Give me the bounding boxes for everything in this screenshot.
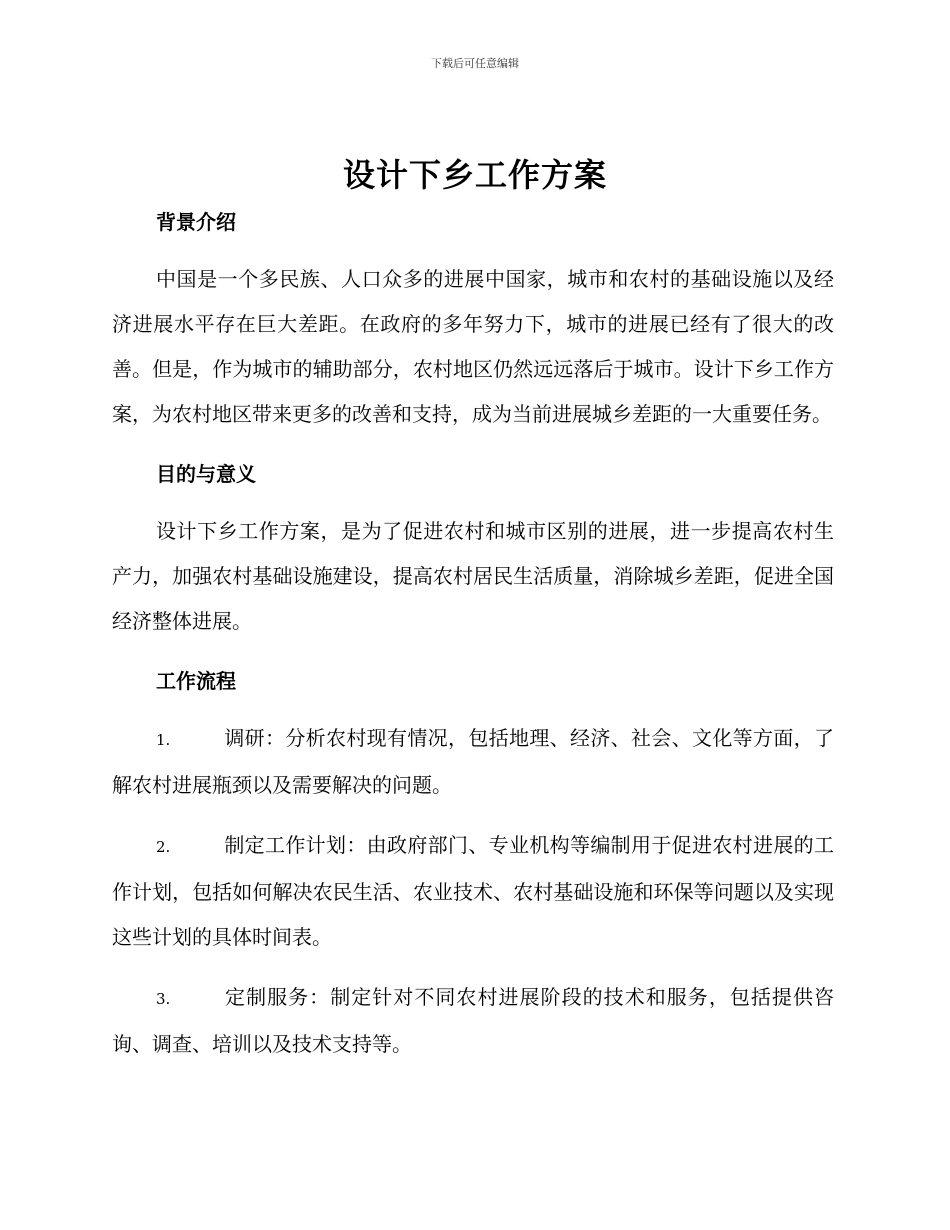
section-heading-purpose: 目的与意义 [156, 462, 256, 486]
list-item [112, 975, 834, 1067]
list-item-text: 制定工作计划：由政府部门、专业机构等编制用于促进农村进展的工作计划，包括如何解决农民生活、农业技术、农村基础设施和环保等问题以及实现这些计划的具体时间表。 [112, 833, 834, 949]
list-item [112, 716, 834, 808]
list-item-number: 2. [156, 838, 171, 856]
header-note: 下载后可任意编辑 [431, 57, 519, 70]
list-item-number: 1. [156, 731, 171, 749]
section-heading-workflow: 工作流程 [156, 669, 236, 693]
list-item-text: 定制服务：制定针对不同农村进展阶段的技术和服务，包括提供咨询、调查、培训以及技术支持等。 [112, 985, 834, 1056]
section-paragraph-purpose: 设计下乡工作方案，是为了促进农村和城市区别的进展，进一步提高农村生产力，加强农村基础设施建设，提高农村居民生活质量，消除城乡差距，促进全国经济整体进展。 [112, 519, 834, 633]
document-body [112, 200, 834, 1067]
list-item [112, 823, 834, 960]
list-item-text: 调研：分析农村现有情况，包括地理、经济、社会、文化等方面，了解农村进展瓶颈以及需要解决的问题。 [112, 726, 834, 797]
document-title: 设计下乡工作方案 [342, 156, 607, 194]
list-item-number: 3. [156, 990, 171, 1008]
section-paragraph-background: 中国是一个多民族、人口众多的进展中国家，城市和农村的基础设施以及经济进展水平存在巨大差距。在政府的多年努力下，城市的进展已经有了很大的改善。但是，作为城市的辅助部分，农村地区仍然远远落后于城市。设计下乡工作方案，为农村地区带来更多的改善和支持，成为当前进展城乡差距的一大重要任务。 [112, 267, 834, 426]
section-heading-background: 背景介绍 [156, 210, 236, 234]
